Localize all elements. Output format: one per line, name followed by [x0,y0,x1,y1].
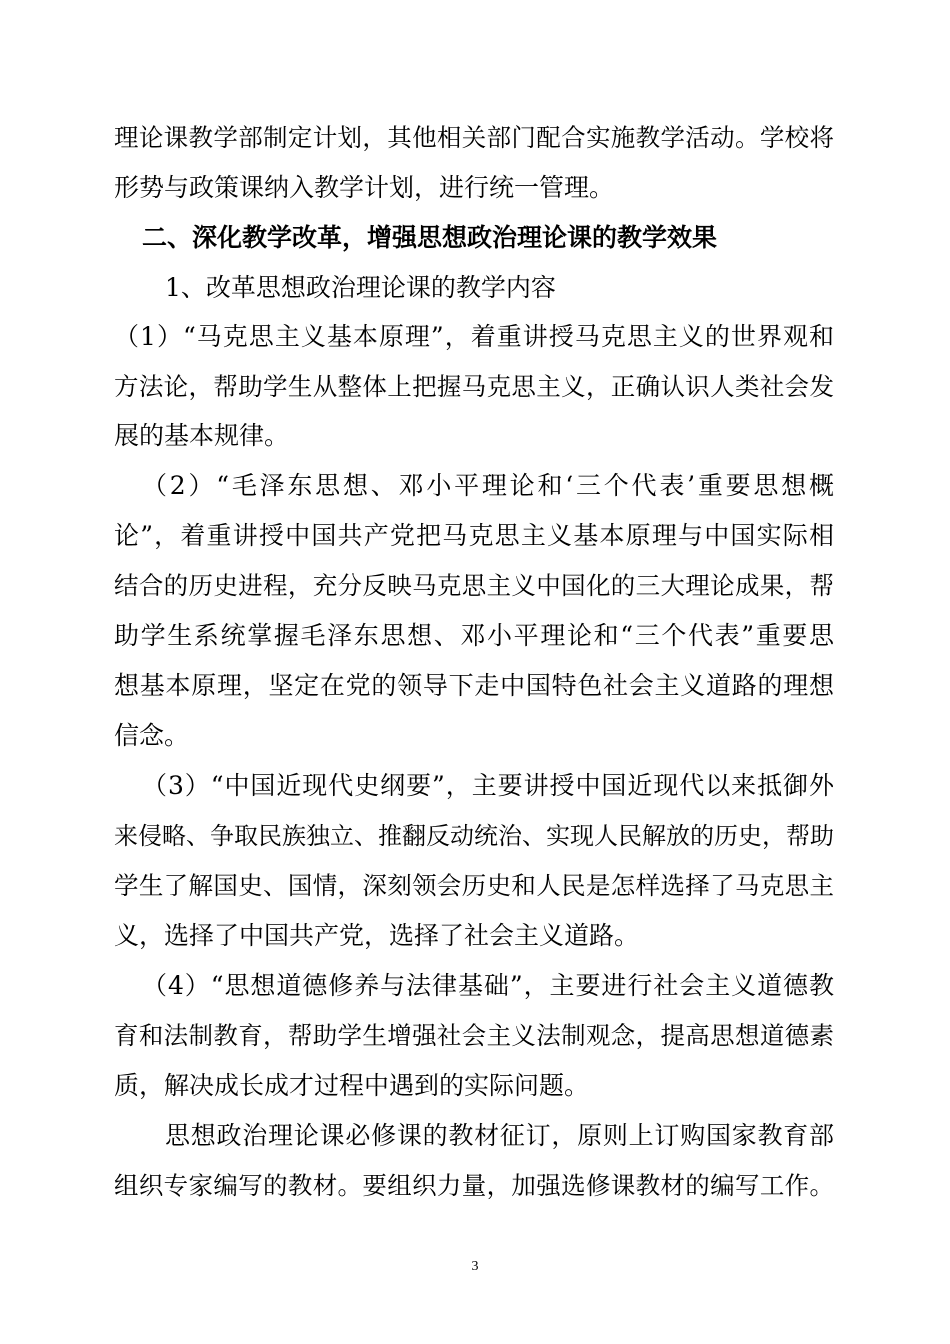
paragraph-line: 助学生系统掌握毛泽东思想、邓小平理论和“三个代表”重要思 [114,621,834,650]
page-number: 3 [471,1259,479,1274]
paragraph-line: 学生了解国史、国情，深刻领会历史和人民是怎样选择了马克思主 [114,871,834,900]
paragraph-line: 质，解决成长成才过程中遇到的实际问题。 [114,1071,590,1100]
section-heading: 二、深化教学改革，增强思想政治理论课的教学效果 [142,223,718,252]
paragraph-line: 形势与政策课纳入教学计划，进行统一管理。 [114,173,615,202]
paragraph-line: 义，选择了中国共产党，选择了社会主义道路。 [114,921,640,950]
paragraph-line: 信念。 [114,721,190,750]
paragraph-line: （4）“思想道德修养与法律基础”，主要进行社会主义道德教 [142,971,834,1000]
paragraph-line: （1）“马克思主义基本原理”，着重讲授马克思主义的世界观和 [114,322,834,351]
paragraph-line: 方法论，帮助学生从整体上把握马克思主义，正确认识人类社会发 [114,372,834,401]
paragraph-line: 组织专家编写的教材。要组织力量，加强选修课教材的编写工作。 [114,1171,834,1200]
paragraph-line: 育和法制教育，帮助学生增强社会主义法制观念，提高思想道德素 [114,1021,834,1050]
paragraph-line: （3）“中国近现代史纲要”，主要讲授中国近现代以来抵御外 [142,771,834,800]
paragraph-line: 理论课教学部制定计划，其他相关部门配合实施教学活动。学校将 [114,123,834,152]
paragraph-line: 思想政治理论课必修课的教材征订，原则上订购国家教育部 [165,1121,834,1150]
paragraph-line: 来侵略、争取民族独立、推翻反动统治、实现人民解放的历史，帮助 [114,822,834,850]
subsection-heading: 1、改革思想政治理论课的教学内容 [165,273,556,302]
paragraph-line: （2）“毛泽东思想、邓小平理论和‘三个代表’重要思想概 [142,471,834,500]
paragraph-line: 结合的历史进程，充分反映马克思主义中国化的三大理论成果，帮 [114,571,834,600]
paragraph-line: 论”，着重讲授中国共产党把马克思主义基本原理与中国实际相 [114,521,834,550]
paragraph-line: 展的基本规律。 [114,421,290,450]
paragraph-line: 想基本原理，坚定在党的领导下走中国特色社会主义道路的理想 [114,671,834,700]
